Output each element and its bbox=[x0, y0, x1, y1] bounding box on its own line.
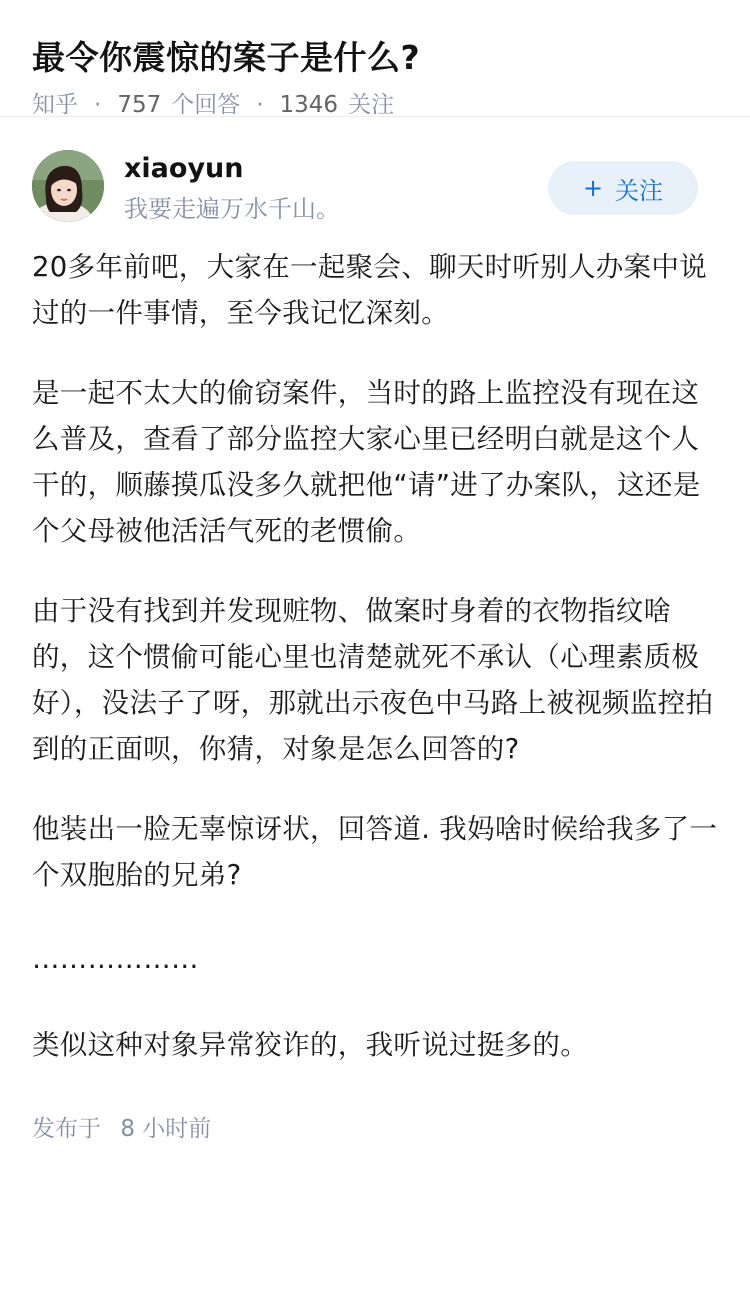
meta-separator: · bbox=[94, 92, 102, 118]
answer-paragraph: 类似这种对象异常狡诈的，我听说过挺多的。 bbox=[32, 1029, 588, 1061]
follow-button[interactable] bbox=[548, 161, 698, 215]
question-header bbox=[0, 0, 750, 117]
author-info bbox=[124, 150, 340, 226]
follow-button-label: 关注 bbox=[615, 176, 664, 205]
followers-count[interactable]: 1346 bbox=[279, 92, 339, 118]
question-title[interactable]: 最令你震惊的案子是什么? bbox=[32, 38, 421, 77]
plus-icon: + bbox=[582, 174, 604, 202]
author-row bbox=[0, 117, 750, 242]
publish-label: 发布于 bbox=[32, 1116, 101, 1142]
answer-paragraph: ……………… bbox=[32, 943, 199, 975]
meta-separator: · bbox=[256, 92, 264, 118]
followers-label[interactable]: 关注 bbox=[348, 92, 395, 118]
publish-time-value: 8 小时前 bbox=[120, 1116, 212, 1142]
source-label[interactable]: 知乎 bbox=[32, 92, 78, 118]
answer-paragraph: 是一起不太大的偷窃案件，当时的路上监控没有现在这么普及，查看了部分监控大家心里已经明白就是这个人干的，顺藤摸瓜没多久就把他“请”进了办案队，这还是个父母被他活活气死的老惯偷。 bbox=[32, 377, 701, 547]
answer-paragraph: 他装出一脸无辜惊讶状，回答道. 我妈啥时候给我多了一个双胞胎的兄弟? bbox=[32, 813, 718, 891]
answer-paragraph: 20多年前吧，大家在一起聚会、聊天时听别人办案中说过的一件事情，至今我记忆深刻。 bbox=[32, 251, 707, 329]
author-name[interactable]: xiaoyun bbox=[124, 153, 244, 184]
publish-time bbox=[0, 1102, 750, 1146]
avatar-photo-icon bbox=[32, 150, 104, 222]
answers-label[interactable]: 个回答 bbox=[171, 92, 241, 118]
answers-count[interactable]: 757 bbox=[117, 92, 162, 118]
answer-paragraph: 由于没有找到并发现赃物、做案时身着的衣物指纹啥的，这个惯偷可能心里也清楚就死不承认（心理素质极好），没法子了呀，那就出示夜色中马路上被视频监控拍到的正面呗，你猜，对象是怎么回答的? bbox=[32, 595, 714, 765]
answer-body bbox=[0, 242, 750, 1068]
avatar[interactable] bbox=[32, 150, 104, 222]
author-bio: 我要走遍万水千山。 bbox=[124, 195, 340, 223]
